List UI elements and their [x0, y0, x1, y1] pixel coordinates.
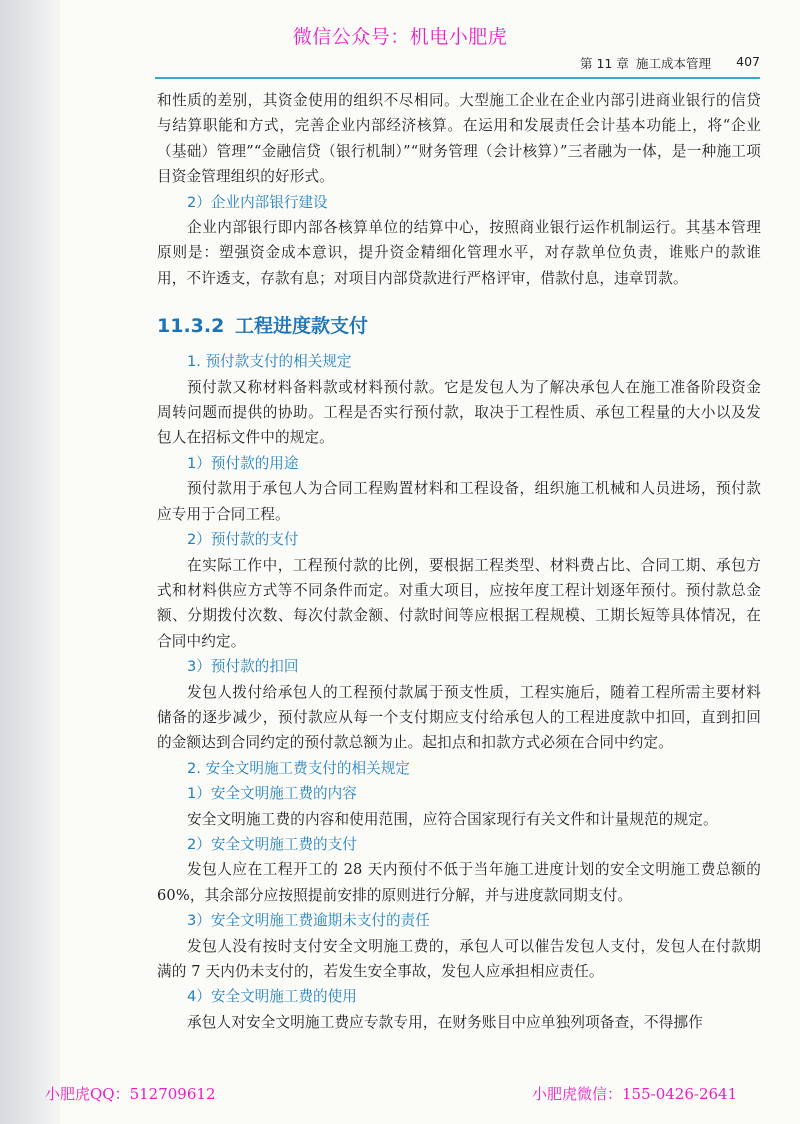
watermark-top: 微信公众号：机电小肥虎 [292, 26, 508, 48]
heading-internal-bank: 2）企业内部银行建设 [187, 193, 328, 211]
paragraph-7: 安全文明施工费的内容和使用范围，应符合国家现行有关文件和计量规范的规定。 [187, 810, 718, 828]
page-number: 407 [736, 54, 760, 69]
paragraph-5: 在实际工作中，工程预付款的比例，要根据工程类型、材料费占比、合同工期、承包方式和材料供应方式等不同条件而定。对重大项目，应按年度工程计划逐年预付。预付款总金额、分期拨付次数、每次付款金额、付款时间等应根据工程规模、工期长短等具体情况，在合同中约定。 [157, 556, 761, 650]
heading-safety-fee: 2. 安全文明施工费支付的相关规定 [187, 759, 410, 777]
paragraph-4: 预付款用于承包人为合同工程购置材料和工程设备，组织施工机械和人员进场，预付款应专用于合同工程。 [157, 480, 761, 523]
heading-advance-payment: 1. 预付款支付的相关规定 [187, 353, 352, 371]
paragraph-6: 发包人拨付给承包人的工程预付款属于预支性质，工程实施后，随着工程所需主要材料储备的逐步减少，预付款应从每一个支付期应支付给承包人的工程进度款中扣回，直到扣回的金额达到合同约定的预付款总额为止。起扣点和扣款方式必须在合同中约定。 [157, 683, 761, 752]
section-number: 11.3.2 [157, 315, 225, 338]
watermark-wechat: 小肥虎微信：155-0426-2641 [532, 1085, 738, 1103]
page-binding-shadow [0, 0, 60, 1124]
section-heading [157, 313, 761, 339]
watermark-qq: 小肥虎QQ：512709612 [45, 1085, 216, 1103]
header-rule [155, 77, 760, 79]
paragraph-3: 预付款又称材料备料款或材料预付款。它是发包人为了解决承包人在施工准备阶段资金周转问题而提供的协助。工程是否实行预付款，取决于工程性质、承包工程量的大小以及发包人在招标文件中的规定。 [157, 378, 761, 447]
page-body [157, 88, 761, 1035]
header-title: 施工成本管理 [636, 56, 712, 71]
header-chapter: 第 11 章 [580, 56, 629, 71]
section-title: 工程进度款支付 [235, 315, 369, 338]
heading-advance-pay: 2）预付款的支付 [187, 531, 299, 549]
paragraph-2: 企业内部银行即内部各核算单位的结算中心，按照商业银行运作机制运行。其基本管理原则是：塑强资金成本意识，提升资金精细化管理水平，对存款单位负责，谁账户的款谁用，不许透支，存款有息；对项目内部贷款进行严格评审，借款付息，违章罚款。 [157, 219, 761, 287]
heading-safety-overdue: 3）安全文明施工费逾期未支付的责任 [187, 912, 430, 930]
paragraph-9: 发包人没有按时支付安全文明施工费的，承包人可以催告发包人支付，发包人在付款期满的 7 天内仍未支付的，若发生安全事故，发包人应承担相应责任。 [157, 937, 761, 980]
heading-advance-use: 1）预付款的用途 [187, 454, 299, 472]
paragraph-1: 和性质的差别，其资金使用的组织不尽相同。大型施工企业在企业内部引进商业银行的信贷与结算职能和方式，完善企业内部经济核算。在运用和发展责任会计基本功能上，将“企业（基础）管理”“金融信贷（银行机制）”“财务管理（会计核算）”三者融为一体，是一种施工项目资金管理组织的好形式。 [157, 92, 761, 186]
heading-safety-pay: 2）安全文明施工费的支付 [187, 835, 357, 853]
heading-safety-use: 4）安全文明施工费的使用 [187, 988, 357, 1006]
heading-advance-deduct: 3）预付款的扣回 [187, 658, 299, 676]
heading-safety-content: 1）安全文明施工费的内容 [187, 785, 357, 803]
paragraph-8: 发包人应在工程开工的 28 天内预付不低于当年施工进度计划的安全文明施工费总额的 60%，其余部分应按照提前安排的原则进行分解，并与进度款同期支付。 [157, 861, 761, 904]
paragraph-10: 承包人对安全文明施工费应专款专用，在财务账目中应单独列项备查，不得挪作 [187, 1013, 704, 1031]
running-header [566, 54, 760, 72]
